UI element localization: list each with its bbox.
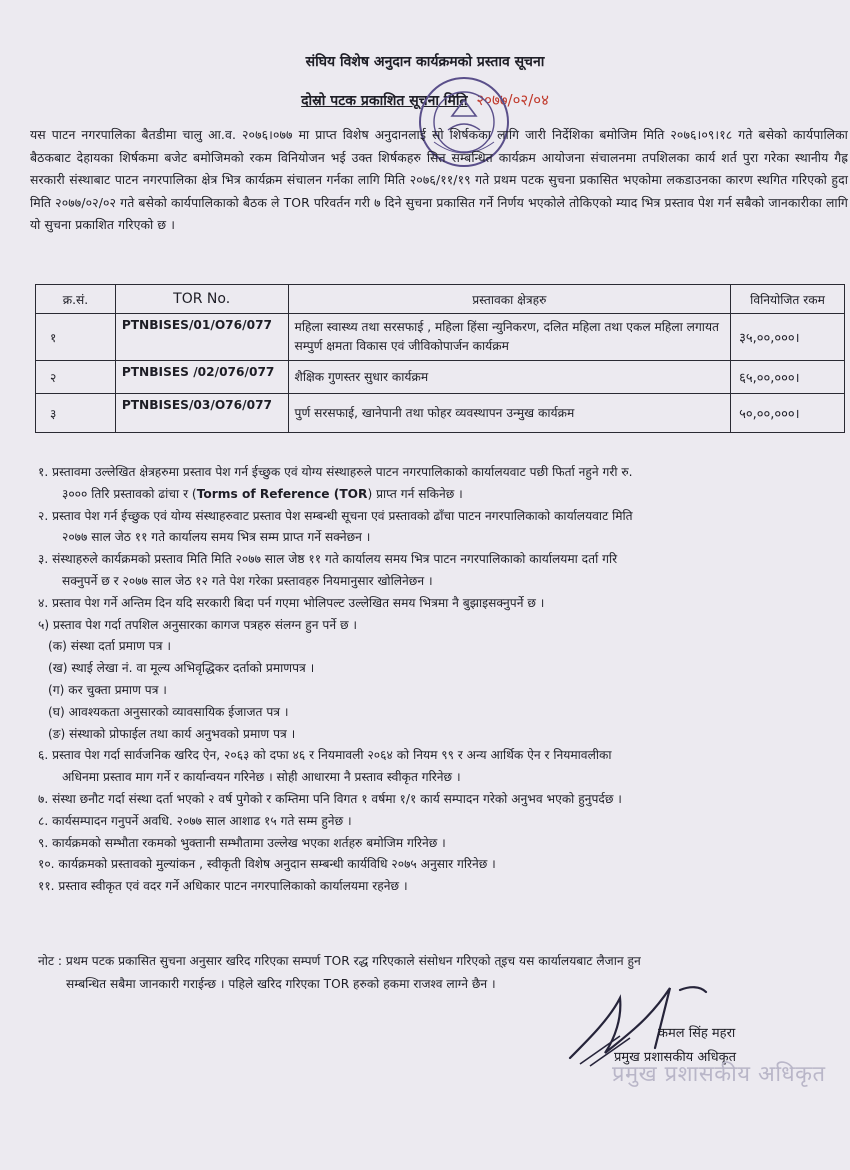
col-allocated-amount: विनियोजित रकम bbox=[731, 285, 845, 314]
tor-table bbox=[35, 284, 845, 433]
document-item: (ग) कर चुक्ता प्रमाण पत्र । bbox=[48, 682, 167, 697]
row-area: महिला स्वास्थ्य तथा सरसफाई , महिला हिंसा न्युनिकरण, दलित महिला तथा एकल महिला लगायत सम्पुर्ण क्षमता विकास एवं जीविकोपार्जन कार्यक्रम bbox=[288, 314, 731, 361]
document-item: (क) संस्था दर्ता प्रमाण पत्र । bbox=[48, 639, 171, 654]
list-item: ८. कार्यसम्पादन गनुपर्ने अवधि. २०७७ साल आशाढ १५ गते सम्म हुनेछ । bbox=[38, 813, 352, 828]
list-item: ५) प्रस्ताव पेश गर्दा तपशिल अनुसारका कागज पत्रहरु संलग्न हुन पर्ने छ । bbox=[38, 617, 357, 632]
col-proposal-area: प्रस्तावका क्षेत्रहरु bbox=[288, 285, 731, 314]
notice-title: संघिय विशेष अनुदान कार्यक्रमको प्रस्ताव सूचना bbox=[305, 54, 545, 70]
list-item: ११. प्रस्ताव स्वीकृत एवं वदर गर्ने अधिकार पाटन नगरपालिकाको कार्यालयमा रहनेछ । bbox=[38, 879, 408, 894]
row-amount: ६५,००,०००। bbox=[731, 361, 845, 394]
list-item-continued: २०७७ साल जेठ ११ गते कार्यालय समय भित्र सम्म प्राप्त गर्ने सक्नेछन । bbox=[62, 530, 371, 545]
list-item: ६. प्रस्ताव पेश गर्दा सार्वजनिक खरिद ऐन, २०६३ को दफा ४६ र नियमावली २०६४ को नियम ९९ र अन्य आर्थिक ऐन र नियमावलीका bbox=[38, 748, 612, 763]
signer-name: कमल सिंह महरा bbox=[658, 1026, 736, 1041]
row-area: शैक्षिक गुणस्तर सुधार कार्यक्रम bbox=[288, 361, 731, 394]
list-text: ३००० तिरि प्रस्तावको ढांचा र ( bbox=[62, 486, 197, 501]
list-item-continued: अधिनमा प्रस्ताव माग गर्ने र कार्यान्वयन गरिनेछ । सोही आधारमा नै प्रस्ताव स्वीकृत गरिनेछ । bbox=[62, 770, 461, 785]
row-amount: ५०,००,०००। bbox=[731, 394, 845, 433]
table-row bbox=[36, 361, 845, 394]
row-area: पुर्ण सरसफाई, खानेपानी तथा फोहर व्यवस्थापन उन्मुख कार्यक्रम bbox=[288, 394, 731, 433]
list-item: २. प्रस्ताव पेश गर्न ईच्छुक एवं योग्य संस्थाहरुवाट प्रस्ताव पेश सम्बन्धी सूचना एवं प्रस्तावको ढाँचा पाटन नगरपालिकाको कार्यालयवाट मिति bbox=[38, 508, 633, 523]
row-serial: १ bbox=[36, 314, 116, 361]
list-item: १. प्रस्तावमा उल्लेखित क्षेत्रहरुमा प्रस्ताव पेश गर्न ईच्छुक एवं योग्य संस्थाहरुले पाटन नगरपालिकाको कार्यालयवाट पछी फिर्ता नहुने गरी रु. bbox=[38, 465, 633, 479]
row-tor-code: PTNBISES /02/076/077 bbox=[115, 361, 288, 394]
row-tor-code: PTNBISES/03/O76/077 bbox=[115, 394, 288, 433]
document-item: (ख) स्थाई लेखा नं. वा मूल्य अभिवृद्धिकर दर्ताको प्रमाणपत्र । bbox=[48, 661, 315, 676]
list-item: ३. संस्थाहरुले कार्यक्रमको प्रस्ताव मिति मिति २०७७ साल जेष्ठ ११ गते कार्यालय समय भित्र पाटन नगरपालिकाको कार्यालयमा दर्ता गरि bbox=[38, 552, 618, 567]
row-tor-code: PTNBISES/01/O76/077 bbox=[115, 314, 288, 361]
list-text: ) प्राप्त गर्न सकिनेछ । bbox=[367, 486, 463, 501]
note-section bbox=[38, 950, 844, 996]
document-item: (घ) आवश्यकता अनुसारको व्यावसायिक ईजाजत पत्र । bbox=[48, 704, 289, 719]
row-serial: ३ bbox=[36, 394, 116, 433]
table-header-row bbox=[36, 285, 845, 314]
publish-date: २०७७/०२/०४ bbox=[476, 91, 549, 109]
list-item-continued bbox=[38, 484, 844, 506]
note-line: सम्बन्धित सबैमा जानकारी गराईन्छ । पहिले खरिद गरिएका TOR हरुको हकमा राजश्व लाग्ने छैन । bbox=[66, 977, 496, 991]
col-serial: क्र.सं. bbox=[36, 285, 116, 314]
list-item: ७. संस्था छनौट गर्दा संस्था दर्ता भएको २ वर्ष पुगेको र कम्तिमा पनि विगत १ वर्षमा १/१ कार्य सम्पादन गरेको अनुभव भएको हुनुपर्दछ । bbox=[38, 791, 622, 806]
document-item: (ङ) संस्थाको प्रोफाईल तथा कार्य अनुभवको प्रमाण पत्र । bbox=[48, 726, 296, 741]
table-row bbox=[36, 394, 845, 433]
conditions-list bbox=[38, 462, 844, 898]
intro-paragraph: यस पाटन नगरपालिका बैतडीमा चालु आ.व. २०७६।०७७ मा प्राप्त विशेष अनुदानलाई सो शिर्षकका लागि जारी निर्देशिका बमोजिम मिति २०७६।०९।१८ गते बसेको कार्यपालिका बैठकबाट देहायका शिर्षकमा बजेट बमोजिमको रकम विनियोजन भई उक्त शिर्षकहरु सित सम्बन्धित कार्यक्रम आयोजना संचालनमा तपशिलका कार्य शर्त पुरा गरेका स्थानीय गैह्र सरकारी संस्थाबाट पाटन नगरपालिका क्षेत्र भित्र कार्यक्रम संचालन गर्नका लागि मिति २०७६/११/१९ गते प्रथम पटक सुचना प्रकासित भएकोमा लकडाउनका कारण स्थगित गरिएको हुदा मिति २०७७/०२/०२ गते बसेको कार्यपालिकाको बैठक ले TOR परिवर्तन गरी ७ दिने सुचना प्रकासित गर्ने निर्णय भएकोले तोकिएको म्याद भित्र प्रस्ताव पेश गर्न सबैको जानकारीका लागि यो सुचना प्रकाशित गरिएको छ । bbox=[30, 127, 848, 232]
list-item-continued: सक्नुपर्ने छ र २०७७ साल जेठ १२ गते पेश गरेका प्रस्तावहरु नियमानुसार खोलिनेछन । bbox=[62, 573, 433, 588]
col-tor-no: TOR No. bbox=[115, 285, 288, 314]
signer-designation: प्रमुख प्रशासकीय अधिकृत bbox=[614, 1050, 737, 1065]
tor-bold-text: Torms of Reference (TOR bbox=[196, 486, 368, 501]
designation-stamp: प्रमुख प्रशासकीय अधिकृत bbox=[612, 1062, 826, 1087]
row-serial: २ bbox=[36, 361, 116, 394]
list-item: ९. कार्यक्रमको सम्भौता रकमको भुक्तानी सम्भौतामा उल्लेख भएका शर्तहरु बमोजिम गरिनेछ । bbox=[38, 835, 446, 850]
subtitle-text: दोस्रो पटक प्रकाशित सूचना मिति bbox=[301, 93, 468, 109]
table-row bbox=[36, 314, 845, 361]
list-item: ४. प्रस्ताव पेश गर्ने अन्तिम दिन यदि सरकारी बिदा पर्न गएमा भोलिपल्ट उल्लेखित समय भित्रमा नै बुझाइसक्नुपर्ने छ । bbox=[38, 595, 545, 610]
list-item: १०. कार्यक्रमको प्रस्तावको मुल्यांकन , स्वीकृती विशेष अनुदान सम्बन्धी कार्यविधि २०७५ अनुसार गरिनेछ । bbox=[38, 857, 496, 872]
row-amount: ३५,००,०००। bbox=[731, 314, 845, 361]
note-line: नोट : प्रथम पटक प्रकासित सुचना अनुसार खरिद गरिएका सम्पर्ण TOR रद्ध गरिएकाले संसोधन गरिएको त्इच यस कार्यालयबाट लैजान हुन bbox=[38, 954, 641, 968]
